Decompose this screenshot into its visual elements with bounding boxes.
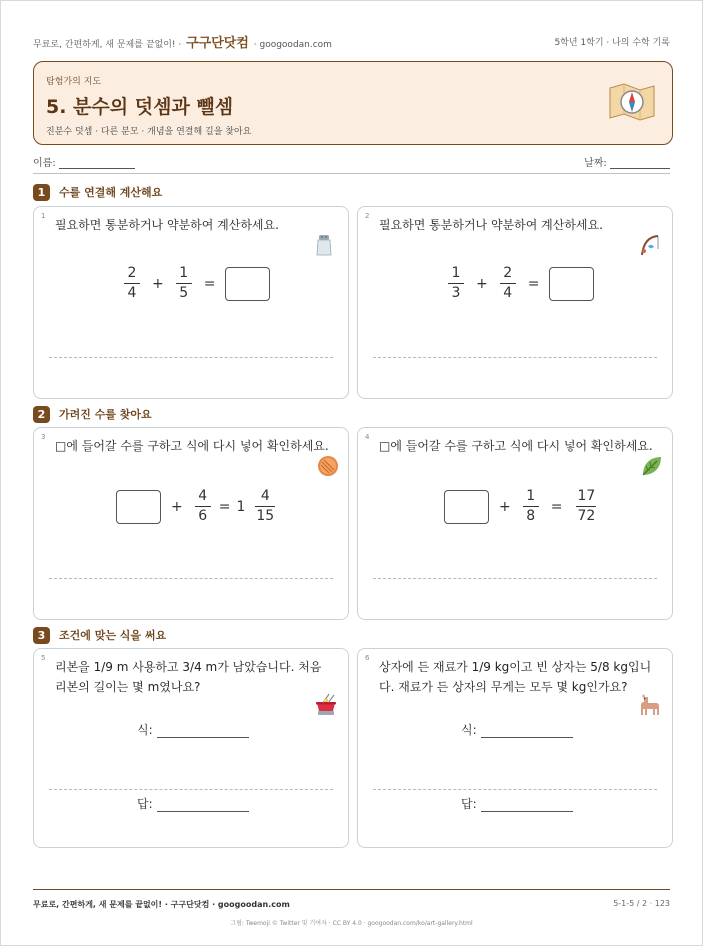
expression-blank[interactable] <box>157 726 249 738</box>
denominator: 4 <box>503 285 513 301</box>
problem-text: 필요하면 통분하거나 약분하여 계산하세요. <box>55 218 279 232</box>
expression-blank[interactable] <box>481 726 573 738</box>
fraction-a <box>448 265 464 302</box>
page-number: 5-1-5 / 2 · 123 <box>613 899 670 908</box>
section-number: 2 <box>33 406 50 423</box>
tagline: 무료로, 간편하게, 새 문제를 끝없이! · <box>33 39 182 50</box>
date-label: 날짜: <box>584 158 607 169</box>
numerator: 17 <box>577 488 596 504</box>
section-2-header <box>33 405 152 423</box>
problem-text: 리본을 1/9 m 사용하고 3/4 m가 남았습니다. 처음 리본의 길이는 몇 m였나요? <box>55 660 322 694</box>
site-url: · googoodan.com <box>253 39 332 50</box>
plus-sign: + <box>499 498 511 515</box>
fondue-icon <box>314 693 338 717</box>
salt-shaker-icon <box>312 233 336 257</box>
denominator: 5 <box>179 285 189 301</box>
problem-number: 5 <box>41 654 46 662</box>
expression-label: 식: <box>461 723 477 737</box>
work-line <box>373 578 657 579</box>
problem-text: □에 들어갈 수를 구하고 식에 다시 넣어 확인하세요. <box>379 439 653 453</box>
page-title: 5. 분수의 덧셈과 뺄셈 <box>46 96 234 118</box>
numerator: 1 <box>526 488 536 504</box>
equals-sign: = <box>218 498 231 515</box>
date-field[interactable] <box>584 154 670 169</box>
numerator: 2 <box>503 265 513 281</box>
problem-number: 3 <box>41 433 46 441</box>
fraction-bar <box>500 283 516 284</box>
expression-line[interactable] <box>461 721 573 738</box>
problem-card-1 <box>33 206 349 399</box>
name-blank[interactable] <box>59 157 135 169</box>
section-title: 조건에 맞는 식을 써요 <box>59 629 167 642</box>
fraction-b <box>500 265 516 302</box>
name-field[interactable] <box>33 154 135 169</box>
answer-box[interactable] <box>116 490 161 524</box>
problem-card-2 <box>357 206 673 399</box>
problem-text: 필요하면 통분하거나 약분하여 계산하세요. <box>379 218 603 232</box>
fraction-c <box>253 488 277 525</box>
fraction-bar <box>176 283 192 284</box>
section-1-header <box>33 183 162 201</box>
numerator: 2 <box>127 265 137 281</box>
fraction-a <box>124 265 140 302</box>
denominator: 6 <box>198 508 208 524</box>
date-blank[interactable] <box>610 157 670 169</box>
name-label: 이름: <box>33 158 56 169</box>
numerator: 4 <box>260 488 270 504</box>
answer-line[interactable] <box>461 795 573 812</box>
section-3-header <box>33 626 166 644</box>
equals-sign: = <box>527 275 540 292</box>
answer-blank[interactable] <box>481 800 573 812</box>
leafy-green-icon <box>640 454 664 478</box>
section-title: 수를 연결해 계산해요 <box>59 186 163 199</box>
name-date-bar <box>33 151 670 169</box>
plus-sign: + <box>171 498 183 515</box>
section-number: 3 <box>33 627 50 644</box>
fraction-bar <box>195 506 211 507</box>
answer-box[interactable] <box>549 267 594 301</box>
work-line <box>49 357 333 358</box>
brand-name: 구구단닷컴 <box>186 35 249 51</box>
fraction-b <box>195 488 211 525</box>
work-line <box>373 357 657 358</box>
work-line <box>373 789 657 790</box>
fraction-b <box>523 488 539 525</box>
denominator: 3 <box>451 285 461 301</box>
fraction-bar <box>448 283 464 284</box>
work-line <box>49 789 333 790</box>
problem-text: 상자에 든 재료가 1/9 kg이고 빈 상자는 5/8 kg입니다. 재료가 든 상자의 무게는 모두 몇 kg인가요? <box>379 660 652 694</box>
plus-sign: + <box>476 275 488 292</box>
problem-text: □에 들어갈 수를 구하고 식에 다시 넣어 확인하세요. <box>55 439 329 453</box>
problem-number: 6 <box>365 654 370 662</box>
numerator: 4 <box>198 488 208 504</box>
image-credit: 그림: Twemoji © Twitter 및 기여자 · CC BY 4.0 · googoodan.com/ko/art-gallery.html <box>230 920 473 927</box>
footer-left: 무료로, 간편하게, 새 문제를 끝없이! · 구구단닷컴 · googoodan.com <box>33 900 290 909</box>
numerator: 1 <box>451 265 461 281</box>
problem-card-4 <box>357 427 673 620</box>
answer-label: 답: <box>137 797 153 811</box>
banner-subtitle: 탐험가의 지도 <box>46 77 102 87</box>
equation <box>446 265 594 302</box>
llama-icon <box>638 693 662 717</box>
fraction-bar <box>255 506 275 507</box>
fraction-b <box>176 265 192 302</box>
answer-label: 답: <box>461 797 477 811</box>
equation <box>116 488 279 525</box>
fraction-bar <box>523 506 539 507</box>
whole-number: 1 <box>236 498 246 515</box>
denominator: 15 <box>256 508 275 524</box>
denominator: 72 <box>577 508 596 524</box>
footer-divider <box>33 889 670 890</box>
equation <box>444 488 600 525</box>
top-left <box>33 32 332 51</box>
problem-number: 1 <box>41 212 46 220</box>
work-line <box>49 578 333 579</box>
fishing-pole-icon <box>638 233 662 257</box>
banner-description: 진분수 덧셈 · 다른 분모 · 개념을 연결해 길을 찾아요 <box>46 127 252 137</box>
equals-sign: = <box>550 498 563 515</box>
expression-label: 식: <box>137 723 153 737</box>
problem-number: 2 <box>365 212 370 220</box>
top-bar <box>33 33 670 49</box>
denominator: 4 <box>127 285 137 301</box>
numerator: 1 <box>179 265 189 281</box>
grade-label: 5학년 1학기 · 나의 수학 기록 <box>554 37 670 48</box>
map-compass-icon <box>608 82 656 122</box>
fraction-c <box>574 488 598 525</box>
answer-box[interactable] <box>444 490 489 524</box>
section-title: 가려진 수를 찾아요 <box>59 408 152 421</box>
equation <box>122 265 270 302</box>
problem-card-6 <box>357 648 673 848</box>
expression-line[interactable] <box>137 721 249 738</box>
problem-number: 4 <box>365 433 370 441</box>
footer <box>33 899 670 910</box>
fraction-bar <box>124 283 140 284</box>
answer-blank[interactable] <box>157 800 249 812</box>
problem-card-3 <box>33 427 349 620</box>
divider <box>33 173 670 174</box>
answer-line[interactable] <box>137 795 249 812</box>
plus-sign: + <box>152 275 164 292</box>
denominator: 8 <box>526 508 536 524</box>
answer-box[interactable] <box>225 267 270 301</box>
section-number: 1 <box>33 184 50 201</box>
title-banner <box>33 61 673 145</box>
problem-card-5 <box>33 648 349 848</box>
equals-sign: = <box>203 275 216 292</box>
flatbread-icon <box>316 454 340 478</box>
fraction-bar <box>576 506 596 507</box>
